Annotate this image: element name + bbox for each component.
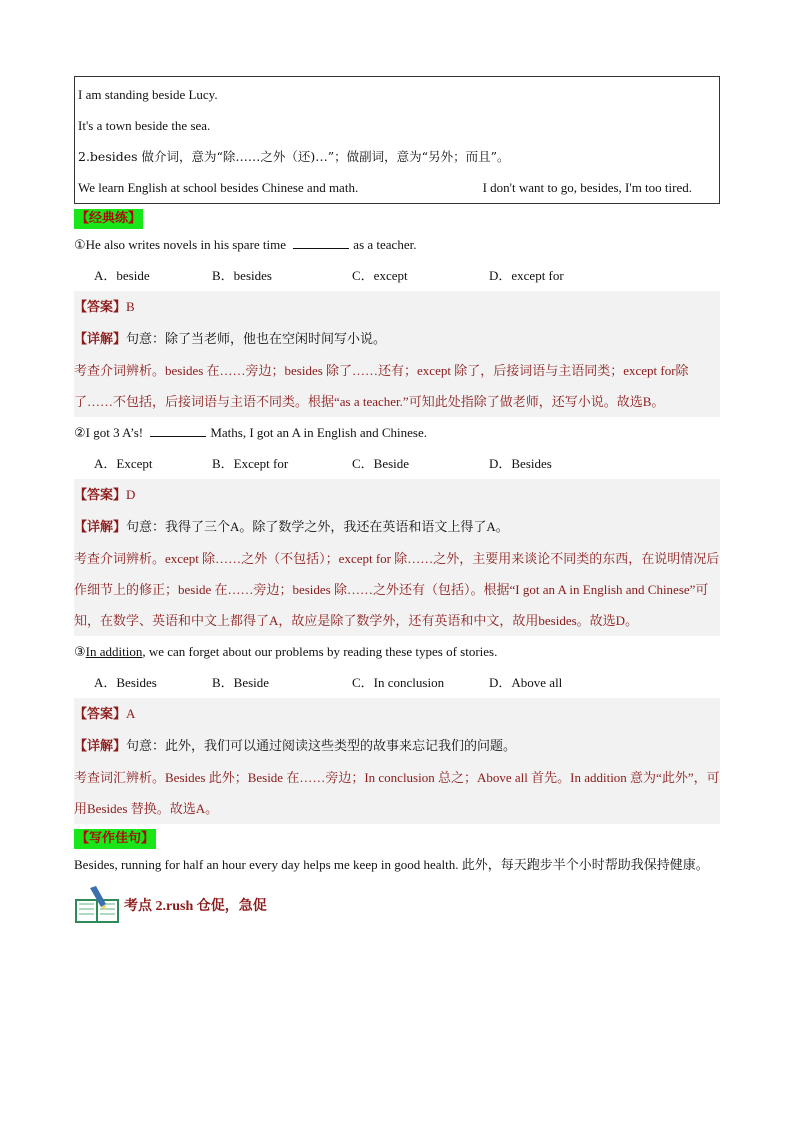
option-a: A．Except (94, 456, 153, 471)
answer-value: D (126, 487, 136, 502)
analysis-text: 考查介词辨析。besides 在……旁边；besides 除了……还有；except 除了，后接词语与主语同类；except for除了……不包括，后接词语与主语不同类。根据“as a teacher.”可知此处指除了做老师，还写小说。故选B。 (74, 363, 689, 409)
detail-label: 【详解】 (74, 520, 127, 535)
question-text-pre: He also writes novels in his spare time (85, 237, 287, 252)
answer-label: 【答案】 (74, 488, 127, 503)
option-b: B．besides (212, 268, 272, 283)
underlined-phrase: In addition (85, 644, 143, 659)
question-text-post: as a teacher. (353, 237, 417, 252)
book-pencil-icon (74, 886, 120, 924)
detail-text: 句意：我得了三个A。除了数学之外，我还在英语和语文上得了A。 (126, 519, 509, 534)
question-number: ① (74, 238, 86, 253)
option-a: A．Besides (94, 675, 157, 690)
box-example-b: I don't want to go, besides, I'm too tired. (482, 180, 692, 195)
option-b: B．Except for (212, 456, 289, 471)
answer-blank (293, 235, 349, 249)
question-3 (74, 636, 720, 667)
option-b: B．Beside (212, 675, 270, 690)
question-1-options (74, 260, 720, 291)
box-line-4 (78, 172, 716, 203)
question-2-answer-block (74, 479, 720, 636)
question-3-answer-block (74, 698, 720, 824)
question-2-options (74, 448, 720, 479)
option-d: D．Besides (489, 456, 552, 471)
answer-label: 【答案】 (74, 707, 127, 722)
box-line-2: It's a town beside the sea. (78, 118, 211, 133)
question-text-post: Maths, I got an A in English and Chinese. (210, 425, 427, 440)
kaodian-title: 考点 2.rush 仓促，急促 (124, 899, 267, 914)
detail-label: 【详解】 (74, 332, 127, 347)
box-line-1: I am standing beside Lucy. (78, 87, 218, 102)
question-1 (74, 229, 720, 260)
question-1-answer-block (74, 291, 720, 417)
detail-label: 【详解】 (74, 739, 127, 754)
page-content (74, 76, 720, 924)
option-a: A．beside (94, 268, 150, 283)
detail-text: 句意：此外，我们可以通过阅读这些类型的故事来忘记我们的问题。 (126, 738, 517, 753)
option-c: C．Beside (352, 456, 410, 471)
question-number: ③ (74, 645, 86, 660)
question-text-post: , we can forget about our problems by reading these types of stories. (142, 644, 498, 659)
analysis-text: 考查词汇辨析。Besides 此外；Beside 在……旁边；In conclusion 总之；Above all 首先。In addition 意为“此外”，可用Besides 替换。故选A。 (74, 770, 720, 816)
answer-blank (150, 423, 206, 437)
option-c: C．except (352, 268, 408, 283)
analysis-text: 考查介词辨析。except 除……之外（不包括）；except for 除……之外，主要用来谈论不同类的东西，在说明情况后作细节上的修正；beside 在……旁边；besides 除……之外还有（包括）。根据“I got an A in English and Chinese”可知，在数学、英语和中文上都得了A，故应是除了数学外，还有英语和中文，故用besides。故选D。 (74, 551, 720, 628)
question-3-options (74, 667, 720, 698)
answer-value: B (126, 299, 135, 314)
answer-value: A (126, 706, 136, 721)
option-d: D．Above all (489, 675, 563, 690)
explanation-box (74, 76, 720, 204)
option-c: C．In conclusion (352, 675, 445, 690)
section-tag-classic-practice: 【经典练】 (74, 209, 143, 229)
question-text-pre: I got 3 A’s! (85, 425, 144, 440)
box-line-3: 2.besides 做介词，意为“除……之外（还)…”；做副词，意为“另外；而且”。 (78, 149, 510, 164)
answer-label: 【答案】 (74, 300, 127, 315)
option-d: D．except for (489, 268, 564, 283)
detail-text: 句意：除了当老师，他也在空闲时间写小说。 (126, 331, 387, 346)
question-number: ② (74, 426, 86, 441)
section-tag-writing: 【写作佳句】 (74, 829, 156, 849)
box-example-a: We learn English at school besides Chinese and math. (78, 180, 359, 195)
kaodian-heading (74, 886, 720, 924)
writing-sentence: Besides, running for half an hour every day helps me keep in good health. 此外，每天跑步半个小时帮助我保持健康。 (74, 857, 709, 872)
question-2 (74, 417, 720, 448)
